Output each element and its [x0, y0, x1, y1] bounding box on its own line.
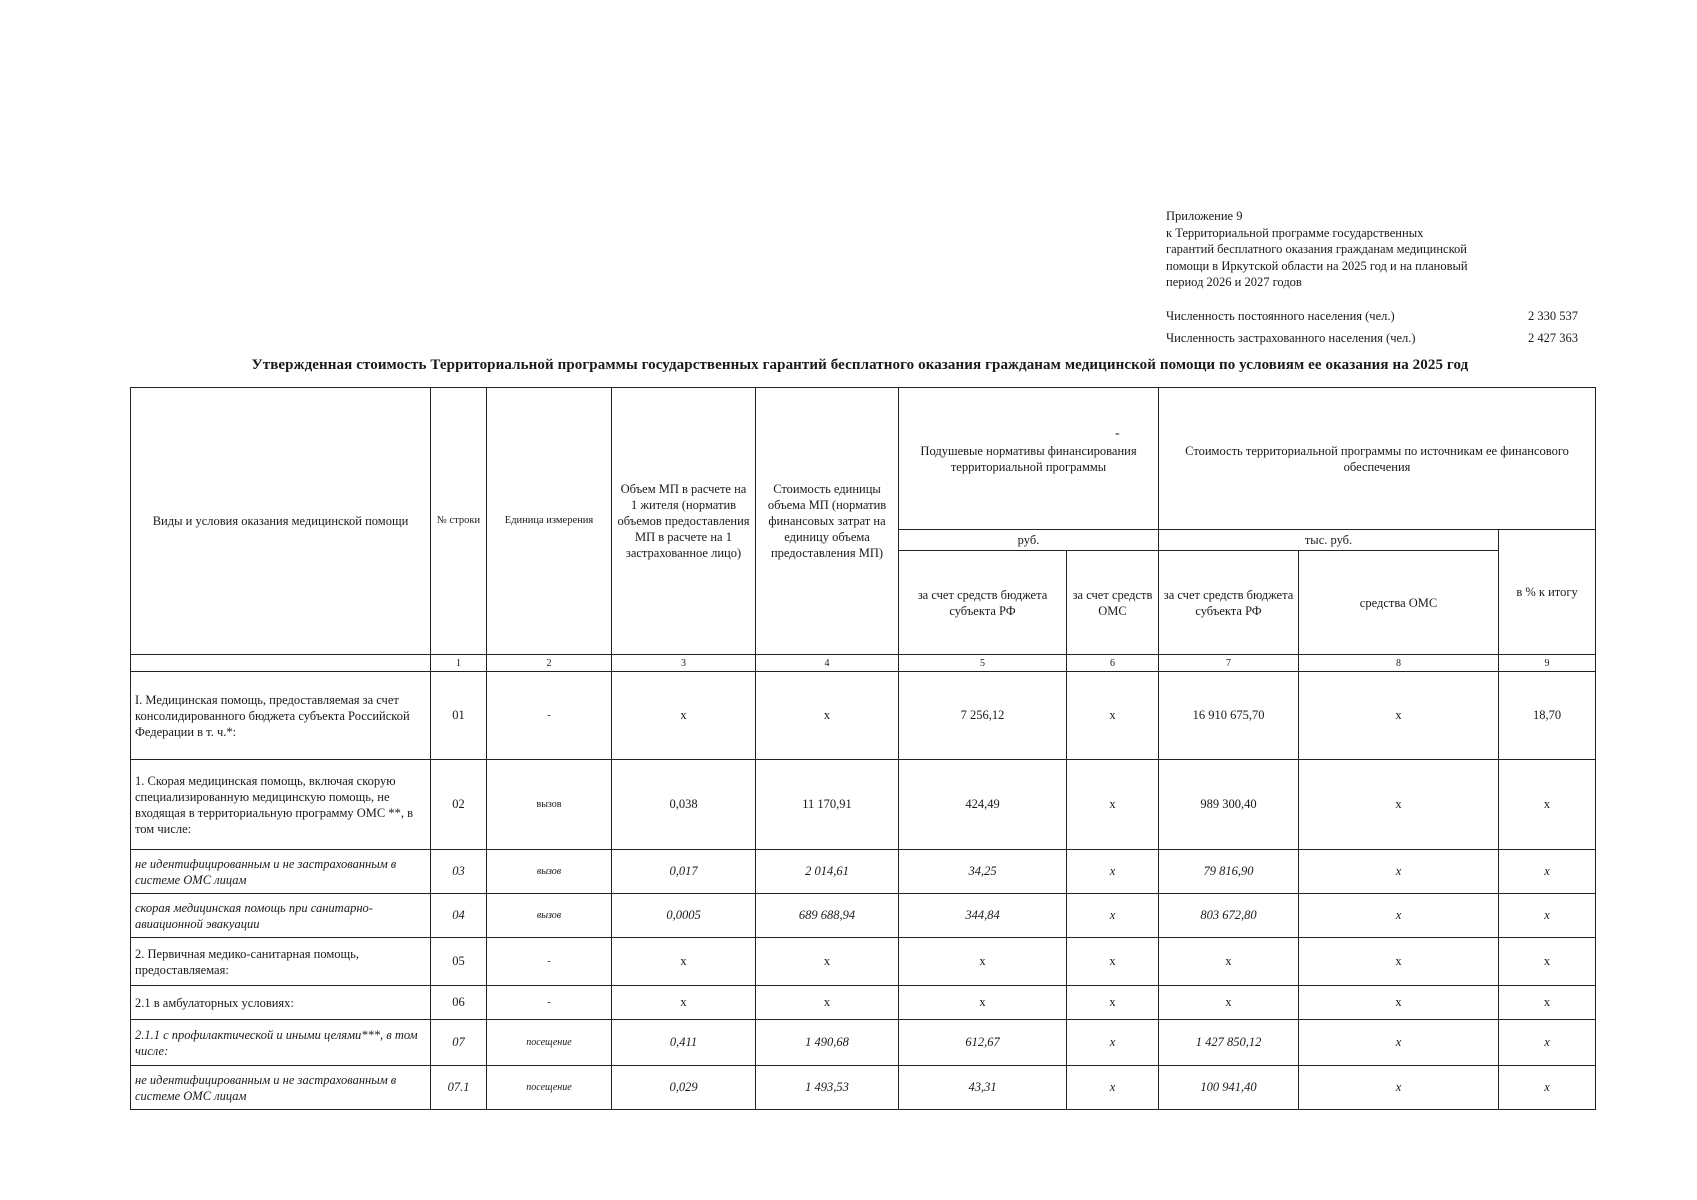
row-pc-budget: 424,49 [899, 760, 1067, 850]
row-name: не идентифицированным и не застрахованным в системе ОМС лицам [131, 1066, 431, 1110]
column-number-row [131, 655, 1596, 672]
permanent-population-label: Численность постоянного населения (чел.) [1166, 309, 1395, 323]
row-unit: вызов [487, 850, 612, 894]
row-pc-budget: 612,67 [899, 1020, 1067, 1066]
row-no: 02 [431, 760, 487, 850]
row-percent: x [1499, 760, 1596, 850]
table-row [131, 894, 1596, 938]
permanent-population [1166, 309, 1578, 324]
row-budget: 803 672,80 [1159, 894, 1299, 938]
row-pc-budget: 43,31 [899, 1066, 1067, 1110]
document-title: Утвержденная стоимость Территориальной программы государственных гарантий бесплатного оказания гражданам медицинской помощи по условиям ее оказания на 2025 год [251, 357, 1469, 373]
row-no: 07 [431, 1020, 487, 1066]
col-number: 2 [487, 655, 612, 672]
row-cost: x [756, 672, 899, 760]
header-budget-rf-2: за счет средств бюджета субъекта РФ [1159, 551, 1299, 655]
header-oms-funds: средства ОМС [1299, 551, 1499, 655]
row-unit: - [487, 986, 612, 1020]
row-percent: x [1499, 938, 1596, 986]
row-pc-oms: x [1067, 894, 1159, 938]
header-rub: руб. [899, 530, 1159, 551]
row-no: 04 [431, 894, 487, 938]
row-pc-budget: 34,25 [899, 850, 1067, 894]
row-percent: x [1499, 1020, 1596, 1066]
row-budget: 100 941,40 [1159, 1066, 1299, 1110]
col-number: 7 [1159, 655, 1299, 672]
header-percent: в % к итогу [1499, 530, 1596, 655]
header-oms: за счет средств ОМС [1067, 551, 1159, 655]
header-budget-rf: за счет средств бюджета субъекта РФ [899, 551, 1067, 655]
row-percent: x [1499, 894, 1596, 938]
header-thous-rub: тыс. руб. [1159, 530, 1499, 551]
row-pc-oms: x [1067, 672, 1159, 760]
col-number: 5 [899, 655, 1067, 672]
row-oms: x [1299, 938, 1499, 986]
header-types: Виды и условия оказания медицинской помощи [131, 388, 431, 655]
row-percent: x [1499, 1066, 1596, 1110]
header-unit: Единица измерения [487, 388, 612, 655]
row-oms: x [1299, 1066, 1499, 1110]
appendix-line: гарантий бесплатного оказания гражданам медицинской [1166, 242, 1467, 256]
row-name: 2.1 в амбулаторных условиях: [131, 986, 431, 1020]
row-cost: x [756, 986, 899, 1020]
appendix-line: к Территориальной программе государственных [1166, 225, 1424, 240]
row-oms: x [1299, 1020, 1499, 1066]
row-volume: 0,029 [612, 1066, 756, 1110]
row-volume: 0,411 [612, 1020, 756, 1066]
dash-mark: - [1115, 426, 1120, 441]
appendix-line: помощи в Иркутской области на 2025 год и на плановый [1166, 258, 1468, 273]
row-pc-oms: x [1067, 850, 1159, 894]
row-pc-oms: x [1067, 986, 1159, 1020]
row-budget: 16 910 675,70 [1159, 672, 1299, 760]
row-pc-oms: x [1067, 938, 1159, 986]
row-budget: 79 816,90 [1159, 850, 1299, 894]
row-name: 2. Первичная медико-санитарная помощь, предоставляемая: [131, 938, 431, 986]
header-per-capita: Подушевые нормативы финансирования территориальной программы [899, 388, 1159, 530]
insured-population [1166, 331, 1578, 346]
row-volume: 0,017 [612, 850, 756, 894]
col-number: 3 [612, 655, 756, 672]
row-name: не идентифицированным и не застрахованным в системе ОМС лицам [131, 850, 431, 894]
col-number [131, 655, 431, 672]
row-name: 2.1.1 с профилактической и иными целями***, в том числе: [131, 1020, 431, 1066]
row-oms: x [1299, 986, 1499, 1020]
row-cost: 1 493,53 [756, 1066, 899, 1110]
row-oms: x [1299, 850, 1499, 894]
row-oms: x [1299, 672, 1499, 760]
permanent-population-value: 2 330 537 [1528, 309, 1578, 323]
table-row [131, 672, 1596, 760]
header-row-no: № строки [431, 388, 487, 655]
row-pc-budget: x [899, 986, 1067, 1020]
row-name: 1. Скорая медицинская помощь, включая скорую специализированную медицинскую помощь, не входящая в территориальную программу ОМС **, в том числе: [131, 760, 431, 850]
row-no: 05 [431, 938, 487, 986]
table-row [131, 850, 1596, 894]
row-pc-oms: x [1067, 760, 1159, 850]
row-cost: 11 170,91 [756, 760, 899, 850]
row-percent: x [1499, 850, 1596, 894]
header-volume: Объем МП в расчете на 1 жителя (норматив объемов предоставления МП в расчете на 1 застрахованное лицо) [612, 388, 756, 655]
row-pc-budget: 344,84 [899, 894, 1067, 938]
appendix-block [1166, 208, 1506, 291]
row-budget: x [1159, 986, 1299, 1020]
table-row [131, 1066, 1596, 1110]
row-cost: 2 014,61 [756, 850, 899, 894]
insured-population-label: Численность застрахованного населения (чел.) [1166, 331, 1416, 345]
col-number: 8 [1299, 655, 1499, 672]
row-no: 01 [431, 672, 487, 760]
row-budget: 989 300,40 [1159, 760, 1299, 850]
row-volume: 0,038 [612, 760, 756, 850]
row-unit: - [487, 672, 612, 760]
row-budget: x [1159, 938, 1299, 986]
row-unit: посещение [487, 1020, 612, 1066]
col-number: 1 [431, 655, 487, 672]
col-number: 6 [1067, 655, 1159, 672]
insured-population-value: 2 427 363 [1528, 331, 1578, 345]
row-no: 06 [431, 986, 487, 1020]
row-unit: вызов [487, 760, 612, 850]
row-oms: x [1299, 760, 1499, 850]
table-row [131, 938, 1596, 986]
row-unit: вызов [487, 894, 612, 938]
row-pc-oms: x [1067, 1066, 1159, 1110]
row-cost: 689 688,94 [756, 894, 899, 938]
table-row [131, 760, 1596, 850]
row-unit: - [487, 938, 612, 986]
row-unit: посещение [487, 1066, 612, 1110]
col-number: 4 [756, 655, 899, 672]
row-cost: x [756, 938, 899, 986]
appendix-line: период 2026 и 2027 годов [1166, 275, 1302, 289]
row-percent: 18,70 [1499, 672, 1596, 760]
row-oms: x [1299, 894, 1499, 938]
row-no: 07.1 [431, 1066, 487, 1110]
appendix-line: Приложение 9 [1166, 209, 1243, 223]
row-budget: 1 427 850,12 [1159, 1020, 1299, 1066]
row-cost: 1 490,68 [756, 1020, 899, 1066]
header-cost-unit: Стоимость единицы объема МП (норматив финансовых затрат на единицу объема предоставления МП) [756, 388, 899, 655]
row-percent: x [1499, 986, 1596, 1020]
row-volume: 0,0005 [612, 894, 756, 938]
row-volume: x [612, 938, 756, 986]
row-name: скорая медицинская помощь при санитарно-авиационной эвакуации [131, 894, 431, 938]
header-program-cost: Стоимость территориальной программы по источникам ее финансового обеспечения [1159, 388, 1596, 530]
row-volume: x [612, 986, 756, 1020]
table-row [131, 986, 1596, 1020]
cost-table [130, 387, 1596, 1110]
row-volume: x [612, 672, 756, 760]
table-row [131, 1020, 1596, 1066]
row-pc-budget: x [899, 938, 1067, 986]
row-name: I. Медицинская помощь, предоставляемая за счет консолидированного бюджета субъекта Российской Федерации в т. ч.*: [131, 672, 431, 760]
row-no: 03 [431, 850, 487, 894]
row-pc-oms: x [1067, 1020, 1159, 1066]
row-pc-budget: 7 256,12 [899, 672, 1067, 760]
col-number: 9 [1499, 655, 1596, 672]
